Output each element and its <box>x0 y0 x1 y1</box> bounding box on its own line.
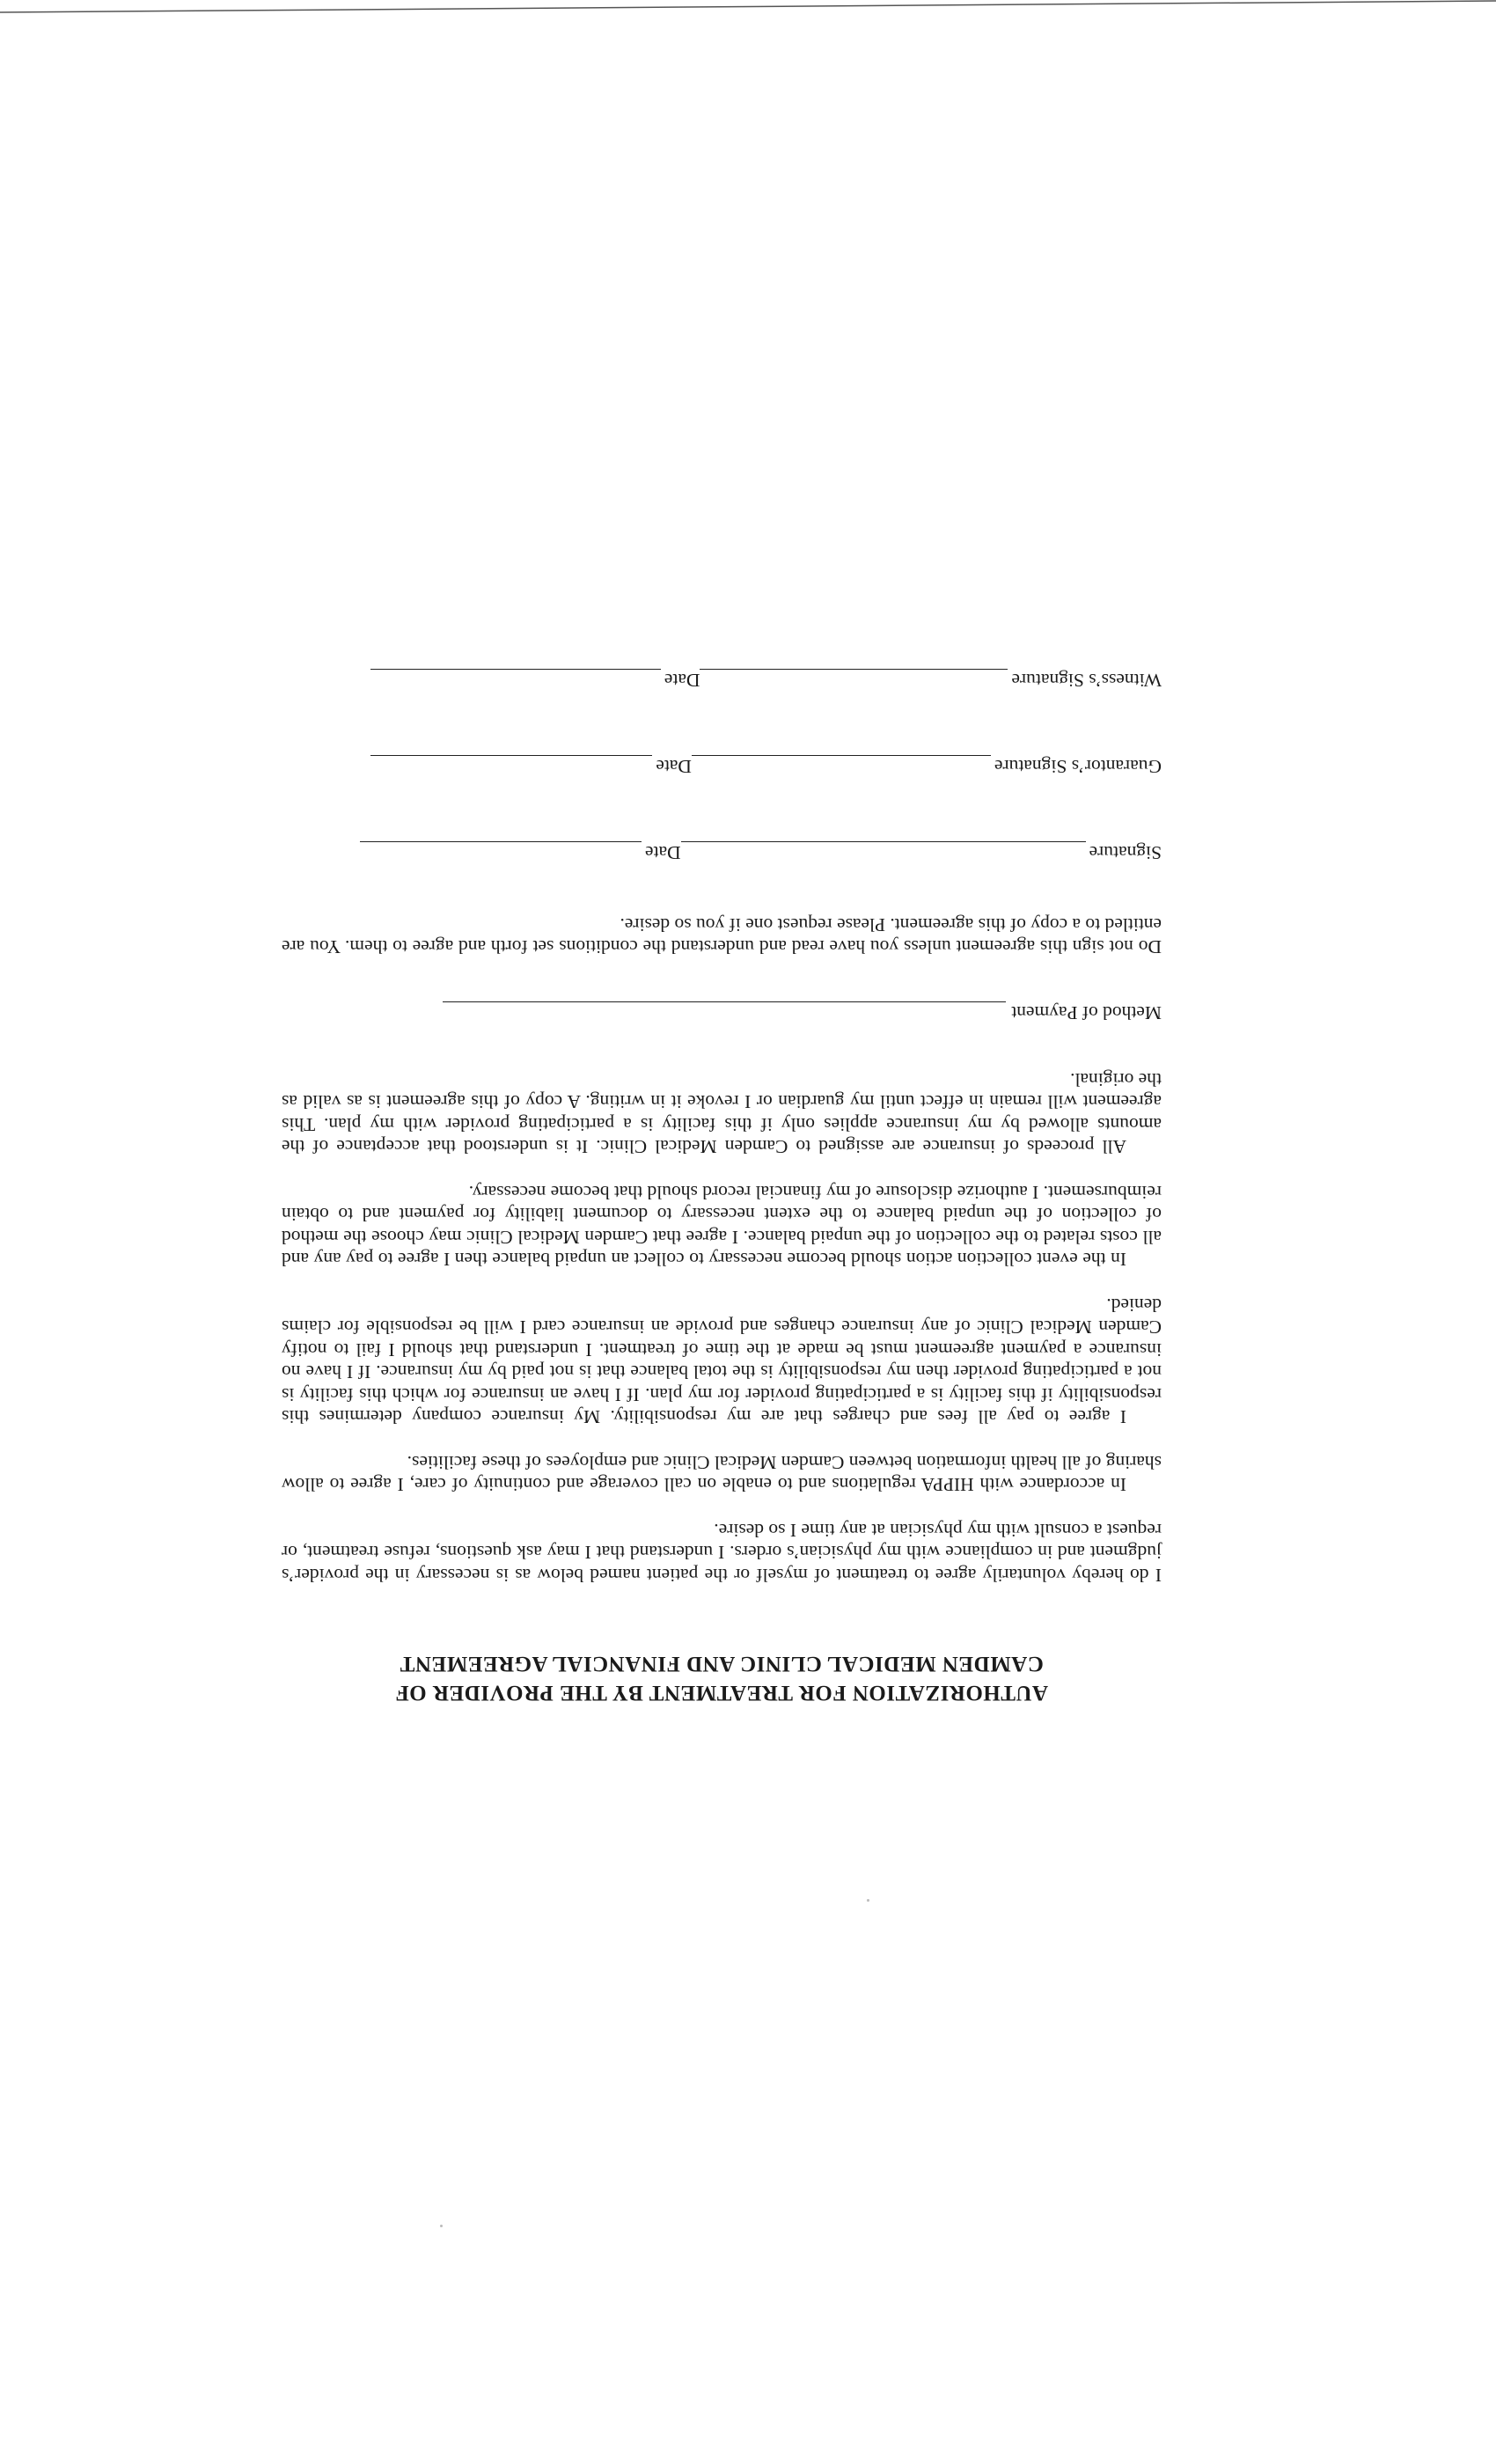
signature-label: Signature <box>1089 842 1162 864</box>
guarantor-signature-field[interactable] <box>692 756 991 774</box>
paragraph-insurance-proceeds: All proceeds of insurance are assigned to Camden Medical Clinic. It is understood that acceptance of the amounts allowed by my insurance applies only if this facility is a participating provider with my plan. This agreement will remain in effect until my guardian or I revoke it in writing. A copy of this agreement is as valid as the original. <box>282 1069 1162 1158</box>
witness-signature-label: Witness’s Signature <box>1011 670 1162 692</box>
paragraph-fees: I agree to pay all fees and charges that are my responsibility. My insurance company determines this responsibility if this facility is a participating provider for my plan. If I have an insurance for which this facility is not a participating provider then my responsibility is the total balance that is not paid by my insurance. If I have no insurance a payment agreement must be made at the time of treatment. I understand that should I fail to notify Camden Medical Clinic of any insurance changes and provide an insurance card I will be responsible for claims denied. <box>282 1294 1162 1428</box>
signature-row <box>282 842 1162 864</box>
scan-speck <box>867 1899 869 1902</box>
witness-signature-row <box>282 670 1162 692</box>
witness-signature-field[interactable] <box>700 670 1008 688</box>
signature-date-label: Date <box>645 842 681 864</box>
method-of-payment-label: Method of Payment <box>1011 1002 1162 1024</box>
signing-notice: Do not sign this agreement unless you have read and understand the conditions set forth and agree to them. You are entitled to a copy of this agreement. Please request one if you so desire. <box>282 914 1162 958</box>
guarantor-date-field[interactable] <box>370 756 652 774</box>
signature-date-field[interactable] <box>360 842 642 861</box>
signature-field[interactable] <box>681 842 1086 861</box>
document-title <box>282 1649 1162 1707</box>
guarantor-date-label: Date <box>656 756 692 778</box>
title-line-2: CAMDEN MEDICAL CLINIC AND FINANCIAL AGREEMENT <box>400 1652 1044 1676</box>
title-line-1: AUTHORIZATION FOR TREATMENT BY THE PROVIDER OF <box>394 1681 1049 1705</box>
document-page <box>282 605 1162 1708</box>
paragraph-hipaa: In accordance with HIPPA regulations and to enable on call coverage and continuity of care, I agree to allow sharing of all health information between Camden Medical Clinic and employees of these facilities. <box>282 1452 1162 1496</box>
paragraph-collection: In the event collection action should become necessary to collect an unpaid balance then I agree to pay any and all costs related to the collection of the unpaid balance. I agree that Camden Medical Clinic may choose the method of collection of the unpaid balance to the extent necessary to document liability for payment and to obtain reimbursement. I authorize disclosure of my financial record should that become necessary. <box>282 1182 1162 1271</box>
witness-date-field[interactable] <box>370 670 661 688</box>
paragraph-consent: I do hereby voluntarily agree to treatment of myself or the patient named below as is necessary in the provider’s judgment and in compliance with my physician’s orders. I understand that I may ask questions, refuse treatment, or request a consult with my physician at any time I so desire. <box>282 1520 1162 1586</box>
method-of-payment-field[interactable] <box>443 1002 1006 1021</box>
guarantor-signature-label: Guarantor’s Signature <box>994 756 1162 778</box>
witness-date-label: Date <box>664 670 700 692</box>
scan-speck <box>440 2225 443 2227</box>
method-of-payment-row <box>282 1002 1162 1024</box>
guarantor-signature-row <box>282 756 1162 778</box>
